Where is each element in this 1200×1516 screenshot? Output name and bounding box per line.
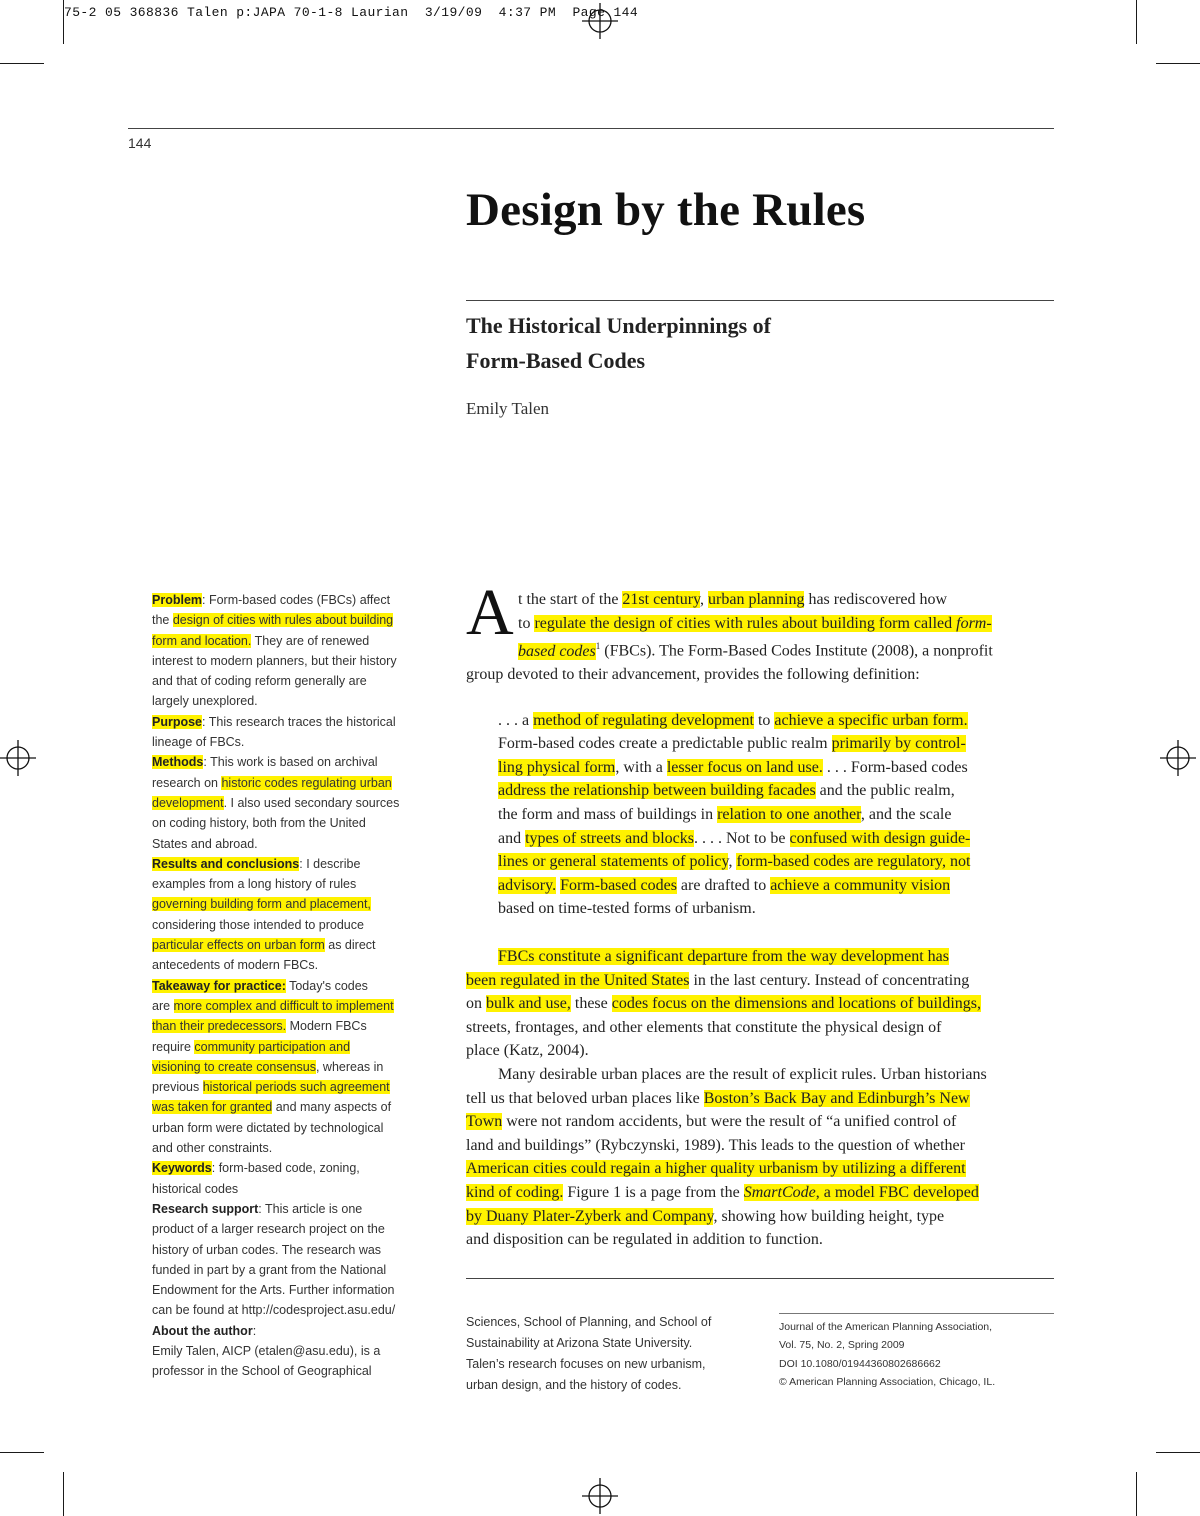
- abstract-line: antecedents of modern FBCs.: [152, 958, 319, 973]
- text-line: and disposition can be regulated in addition to function.: [466, 1231, 823, 1249]
- text-line: [466, 945, 1056, 969]
- journal-copyright: © American Planning Association, Chicago, IL.: [779, 1375, 996, 1388]
- paragraph: [466, 945, 1056, 1063]
- abstract-line: visioning to create consensus, whereas in: [152, 1059, 384, 1074]
- highlight: urban planning: [708, 591, 805, 608]
- header-rule: [128, 128, 1054, 129]
- body-text: [466, 588, 1056, 1252]
- text-line: the form and mass of buildings in relation to one another, and the scale: [498, 806, 952, 824]
- section-label: About the author: [152, 1323, 253, 1338]
- author-affiliation-continued: [466, 1312, 756, 1396]
- abstract-line: States and abroad.: [152, 836, 258, 851]
- highlight: achieve a community vision: [770, 876, 951, 894]
- journal-rule: [779, 1313, 1054, 1314]
- highlight: types of streets and blocks: [525, 829, 694, 847]
- highlight: form and location.: [152, 633, 252, 648]
- text-line: Many desirable urban places are the result of explicit rules. Urban historians: [498, 1066, 987, 1084]
- abstract-line: and other constraints.: [152, 1141, 273, 1156]
- abstract-line: [152, 894, 432, 914]
- abstract-line: Methods: This work is based on archival: [152, 755, 378, 770]
- footnote-ref: 1: [595, 641, 601, 652]
- highlight: ling physical form: [498, 758, 616, 776]
- journal-citation: [779, 1318, 1059, 1391]
- highlight: SmartCode: [743, 1183, 816, 1201]
- abstract-line: product of a larger research project on the: [152, 1222, 385, 1237]
- text-line: Sustainability at Arizona State University.: [466, 1336, 693, 1350]
- abstract-line: Keywords: form-based code, zoning,: [152, 1161, 360, 1176]
- section-label: Keywords: [152, 1161, 212, 1176]
- highlight: Form-based codes: [560, 876, 677, 894]
- abstract-line: examples from a long history of rules: [152, 877, 357, 892]
- highlight: by Duany Plater-Zyberk and Company: [466, 1207, 714, 1225]
- abstract-line: considering those intended to produce: [152, 917, 364, 932]
- highlight: design of cities with rules about building: [172, 613, 394, 628]
- highlight: was taken for granted: [152, 1100, 273, 1115]
- highlight: relation to one another: [717, 806, 861, 824]
- text-line: address the relationship between building facades and the public realm,: [498, 782, 955, 800]
- highlight: than their predecessors.: [152, 1019, 287, 1034]
- abstract-line: lineage of FBCs.: [152, 735, 245, 750]
- text-line: Sciences, School of Planning, and School of: [466, 1315, 712, 1329]
- highlight: more complex and difficult to implement: [173, 998, 394, 1013]
- journal-volume: Vol. 75, No. 2, Spring 2009: [779, 1339, 905, 1352]
- highlight: historical periods such agreement: [202, 1080, 390, 1095]
- subtitle-line: The Historical Underpinnings of: [466, 313, 771, 338]
- abstract-line: Research support: This article is one: [152, 1201, 363, 1216]
- text-line: urban design, and the history of codes.: [466, 1378, 682, 1392]
- text-line: group devoted to their advancement, provides the following definition:: [466, 666, 920, 684]
- registration-mark-icon: [582, 1478, 618, 1514]
- journal-doi: DOI 10.1080/01944360802686662: [779, 1357, 941, 1370]
- author-name: Emily Talen: [466, 399, 550, 418]
- text-line: based codes$^1$ (FBCs). The Form-Based Codes Institute (2008), a nonprofit: [518, 641, 993, 660]
- highlight: bulk and use,: [486, 995, 571, 1013]
- highlight: governing building form and placement,: [152, 897, 371, 912]
- abstract-line: About the author:: [152, 1323, 257, 1338]
- highlight: FBCs constitute a significant departure from the way development has: [498, 948, 949, 966]
- section-label: Results and conclusions: [152, 856, 300, 871]
- text-line: based on time-tested forms of urbanism.: [498, 900, 756, 918]
- abstract-line: largely unexplored.: [152, 694, 258, 709]
- highlight: regulate the design of cities with rules about building form called: [534, 614, 957, 632]
- highlight: development: [152, 795, 224, 810]
- crop-mark: [0, 63, 44, 64]
- highlight: American cities could regain a higher quality urbanism by utilizing a different: [466, 1160, 966, 1178]
- section-label: Research support: [152, 1201, 259, 1216]
- highlight: kind of coding.: [466, 1183, 564, 1201]
- abstract-line: Results and conclusions: I describe: [152, 856, 361, 871]
- section-label: Takeaway for practice:: [152, 978, 286, 993]
- highlight: advisory.: [498, 876, 557, 894]
- text-line: Talen’s research focuses on new urbanism,: [466, 1357, 706, 1371]
- page-number: 144: [128, 135, 152, 151]
- abstract-line: Emily Talen, AICP (etalen@asu.edu), is a: [152, 1343, 381, 1358]
- abstract-sidebar: [152, 590, 432, 1382]
- abstract-line: urban form were dictated by technological: [152, 1120, 384, 1135]
- crop-mark: [0, 1452, 44, 1453]
- text-line: advisory. Form-based codes are drafted to achieve a community vision: [498, 876, 951, 894]
- highlight: been regulated in the United States: [466, 971, 690, 989]
- highlight: method of regulating development: [533, 711, 754, 729]
- highlight: historic codes regulating urban: [221, 775, 392, 790]
- text-line: . . . a method of regulating development to achieve a specific urban form.: [498, 711, 968, 729]
- crop-mark: [1136, 1472, 1137, 1516]
- highlight: Town: [466, 1113, 503, 1131]
- abstract-line: Purpose: This research traces the historical: [152, 714, 396, 729]
- drop-cap: A: [466, 576, 514, 649]
- text-line: [466, 1157, 1056, 1181]
- highlight: particular effects on urban form: [152, 938, 325, 953]
- highlight: codes focus on the dimensions and locations of buildings,: [611, 995, 982, 1013]
- highlight: visioning to create consensus: [152, 1059, 316, 1074]
- article-subtitle: [466, 308, 771, 378]
- abstract-line: are more complex and difficult to implement: [152, 998, 394, 1013]
- highlight: achieve a specific urban form.: [774, 711, 968, 729]
- highlight: primarily by control-: [831, 735, 966, 753]
- text-line: on bulk and use, these codes focus on the dimensions and locations of buildings,: [466, 995, 982, 1013]
- text-line: place (Katz, 2004).: [466, 1042, 589, 1060]
- journal-name: Journal of the American Planning Association,: [779, 1321, 993, 1333]
- section-label: Problem: [152, 593, 203, 607]
- highlight: community participation and: [194, 1039, 351, 1054]
- crop-mark: [63, 1472, 64, 1516]
- text-line: lines or general statements of policy, form-based codes are regulatory, not: [498, 853, 971, 871]
- abstract-line: historical codes: [152, 1181, 239, 1196]
- subtitle-line: Form-Based Codes: [466, 348, 646, 373]
- abstract-line: history of urban codes. The research was: [152, 1242, 382, 1257]
- block-quote: [466, 709, 1056, 921]
- text-line: streets, frontages, and other elements that constitute the physical design of: [466, 1018, 942, 1036]
- abstract-line: development. I also used secondary sources: [152, 795, 400, 810]
- abstract-line: on coding history, both from the United: [152, 816, 366, 831]
- abstract-line: form and location. They are of renewed: [152, 633, 370, 648]
- crop-mark: [1136, 0, 1137, 44]
- paragraph-intro: [466, 588, 1056, 687]
- text-line: land and buildings” (Rybczynski, 1989). This leads to the question of whether: [466, 1136, 965, 1154]
- footer-rule: [466, 1278, 1054, 1279]
- title-rule: [466, 300, 1054, 301]
- abstract-line: funded in part by a grant from the National: [152, 1262, 387, 1277]
- highlight: lines or general statements of policy: [498, 853, 729, 871]
- abstract-line: can be found at http://codesproject.asu.edu/: [152, 1303, 396, 1318]
- section-label: Purpose: [152, 714, 203, 729]
- text-line: kind of coding. Figure 1 is a page from the SmartCode, a model FBC developed: [466, 1183, 979, 1201]
- registration-mark-icon: [0, 740, 36, 776]
- print-slug: 75-2 05 368836 Talen p:JAPA 70-1-8 Laurian 3/19/09 4:37 PM Page 144: [64, 5, 639, 20]
- highlight: address the relationship between building facades: [498, 782, 816, 800]
- abstract-line: research on historic codes regulating urban: [152, 775, 392, 790]
- abstract-line: and that of coding reform generally are: [152, 674, 367, 689]
- text-line: by Duany Plater-Zyberk and Company, showing how building height, type: [466, 1207, 945, 1225]
- text-line: ling physical form, with a lesser focus on land use. . . . Form-based codes: [498, 758, 968, 776]
- abstract-line: Endowment for the Arts. Further information: [152, 1283, 395, 1298]
- abstract-line: professor in the School of Geographical: [152, 1364, 372, 1379]
- text-line: Town were not random accidents, but were the result of “a unified control of: [466, 1113, 957, 1131]
- highlight: lesser focus on land use.: [666, 758, 823, 776]
- abstract-line: the design of cities with rules about building: [152, 613, 394, 628]
- highlight: form-based codes are regulatory, not: [736, 853, 971, 871]
- text-line: Form-based codes create a predictable public realm primarily by control-: [498, 735, 966, 753]
- highlight: , a model FBC developed: [815, 1183, 979, 1201]
- highlight: confused with design guide-: [789, 829, 971, 847]
- article-title: Design by the Rules: [466, 184, 866, 236]
- text-line: tell us that beloved urban places like Boston’s Back Bay and Edinburgh’s New: [466, 1089, 970, 1107]
- text-line: and types of streets and blocks. . . . Not to be confused with design guide-: [498, 829, 971, 847]
- highlight: Boston’s Back Bay and Edinburgh’s New: [703, 1089, 970, 1107]
- abstract-line: than their predecessors. Modern FBCs: [152, 1019, 367, 1034]
- crop-mark: [1156, 63, 1200, 64]
- highlight: based codes: [518, 642, 596, 660]
- paragraph: [466, 1063, 1056, 1252]
- crop-mark: [1156, 1452, 1200, 1453]
- abstract-line: Takeaway for practice: Today's codes: [152, 978, 368, 993]
- abstract-line: require community participation and: [152, 1039, 351, 1054]
- highlight: 21st century: [622, 591, 701, 608]
- abstract-line: previous historical periods such agreement: [152, 1080, 390, 1095]
- abstract-line: interest to modern planners, but their history: [152, 653, 397, 668]
- abstract-line: was taken for granted and many aspects of: [152, 1100, 392, 1115]
- abstract-line: particular effects on urban form as direct: [152, 938, 376, 953]
- registration-mark-icon: [1160, 740, 1196, 776]
- text-line: to regulate the design of cities with rules about building form called form-: [518, 614, 992, 632]
- text-line: t the start of the 21st century, urban planning has rediscovered how: [518, 591, 948, 608]
- section-label: Methods: [152, 755, 204, 770]
- text-line: been regulated in the United States in the last century. Instead of concentrating: [466, 971, 970, 989]
- abstract-line: Problem: Form-based codes (FBCs) affect: [152, 593, 391, 607]
- highlight: form-: [956, 614, 992, 632]
